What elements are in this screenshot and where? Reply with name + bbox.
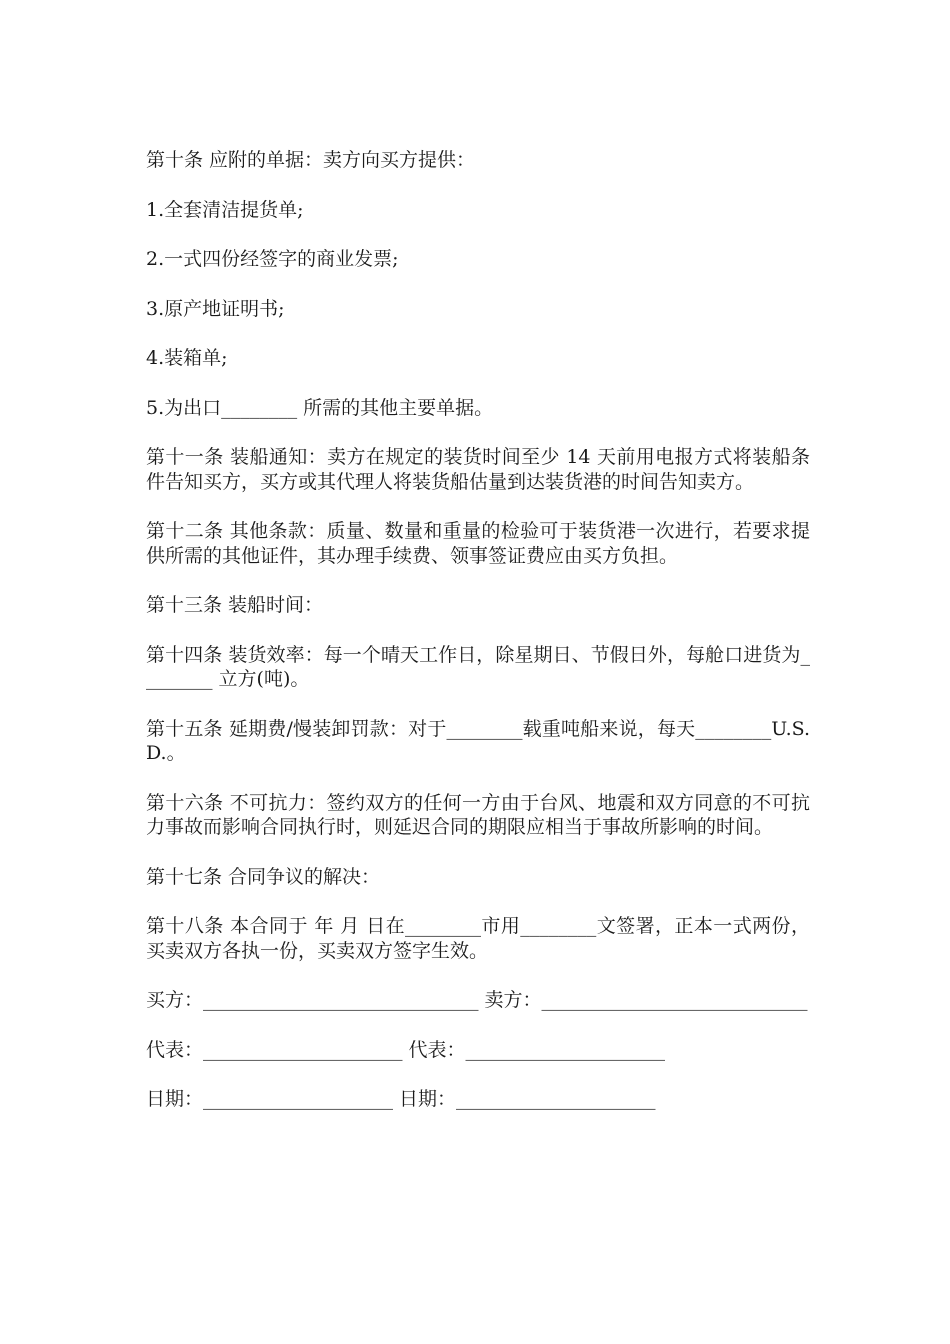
clause-10-title: 第十条 应附的单据：卖方向买方提供： <box>146 149 476 171</box>
document-item-3: 3.原产地证明书; <box>146 297 285 320</box>
signature-dates: 日期：____________________ 日期：_____________________ <box>146 1088 656 1110</box>
contract-page <box>146 148 810 1137</box>
clause-15-demurrage: 第十五条 延期费/慢装卸罚款：对于________载重吨船来说，每天________U.S.D.。 <box>146 717 810 764</box>
clause-16-force-majeure: 第十六条 不可抗力：签约双方的任何一方由于台风、地震和双方同意的不可抗力事故而影响合同执行时，则延迟合同的期限应相当于事故所影响的时间。 <box>146 791 810 838</box>
document-item-4: 4.装箱单; <box>146 347 228 369</box>
clause-13-shipping-time: 第十三条 装船时间： <box>146 594 324 616</box>
signature-parties: 买方：_____________________________ 卖方：____________________________ <box>146 989 808 1011</box>
clause-11-shipping-notice: 第十一条 装船通知：卖方在规定的装货时间至少 14 天前用电报方式将装船条件告知买方，买方或其代理人将装货船估量到达装货港的时间告知卖方。 <box>146 446 810 493</box>
document-item-5: 5.为出口________ 所需的其他主要单据。 <box>146 396 494 419</box>
clause-14-loading-rate: 第十四条 装货效率：每一个晴天工作日，除星期日、节假日外，每舱口进货为________ 立方(吨)。 <box>146 643 810 690</box>
clause-18-signing: 第十八条 本合同于 年 月 日在________市用________文签署，正本一式两份，买卖双方各执一份，买卖双方签字生效。 <box>146 915 810 962</box>
signature-representatives: 代表：_____________________ 代表：_____________________ <box>146 1038 666 1061</box>
document-item-2: 2.一式四份经签字的商业发票; <box>146 248 399 270</box>
clause-12-other-terms: 第十二条 其他条款：质量、数量和重量的检验可于装货港一次进行，若要求提供所需的其他证件，其办理手续费、领事签证费应由买方负担。 <box>146 520 810 567</box>
clause-17-disputes: 第十七条 合同争议的解决： <box>146 865 381 888</box>
document-item-1: 1.全套清洁提货单; <box>146 198 304 221</box>
